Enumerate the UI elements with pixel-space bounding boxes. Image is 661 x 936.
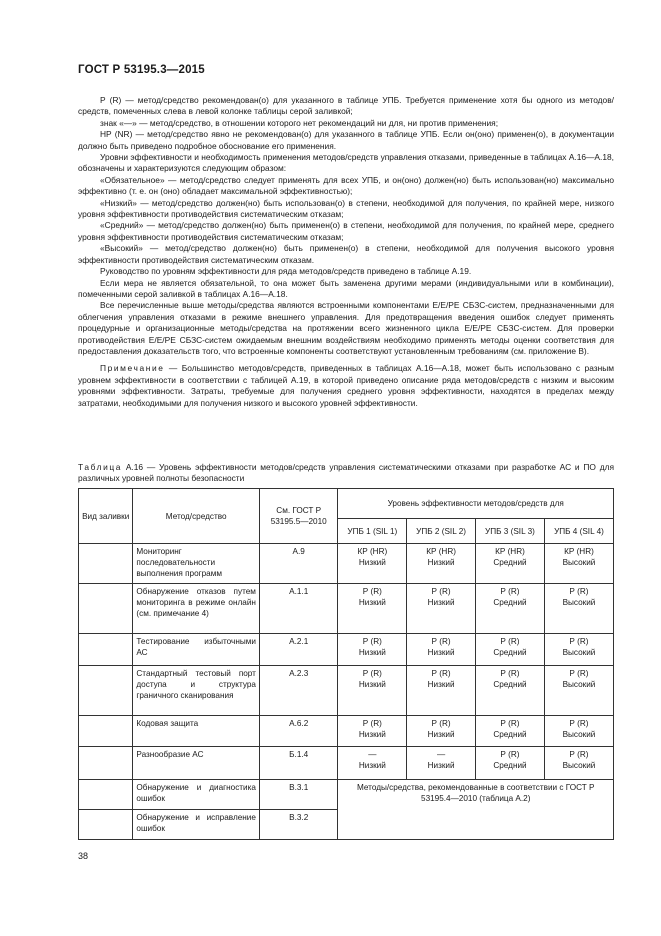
body-text [78,95,614,409]
header-level: УПБ 2 (SIL 2) [407,519,476,544]
paragraph: Уровни эффективности и необходимость применения методов/средств управления отказами, приведенные в таблицах А.16—А.18, обозначены и характеризуются следующим образом: [78,152,614,174]
paragraph: Если мера не является обязательной, то она может быть заменена другими мерами (индивидуальными или в комбинации), помеченными серой заливкой в таблицах А.16—А.18. [78,277,614,299]
level-cell: — Низкий [338,747,407,780]
ref-cell: В.3.1 [259,780,338,810]
paragraph: «Высокий» — метод/средство должен(но) быть применен(о) в степени, необходимой для получения высокого уровня эффективности противодействия систематическим отказам. [78,243,614,265]
method-cell: Стандартный тестовый порт доступа и структура граничного сканирования [133,666,260,716]
method-cell: Мониторинг последовательности выполнения программ [133,544,260,584]
table-row [79,780,614,810]
shade-cell [79,780,133,810]
level-cell: Р (R) Низкий [338,716,407,747]
level-cell: Р (R) Низкий [338,666,407,716]
table-row [79,747,614,780]
level-cell: Р (R) Высокий [544,716,613,747]
method-cell: Тестирование избыточными АС [133,634,260,666]
table-row [79,716,614,747]
paragraph: HP (NR) — метод/средство явно не рекомендован(о) для указанного в таблице УПБ. Если он(оно) применен(о), в документации должно быть приведено подробное обоснование его применения. [78,129,614,151]
shade-cell [79,747,133,780]
table-row [79,634,614,666]
level-cell: Р (R) Средний [475,747,544,780]
level-cell: Р (R) Средний [475,666,544,716]
level-cell: Р (R) Высокий [544,666,613,716]
shade-cell [79,666,133,716]
note-text: — Большинство методов/средств, приведенных в таблицах А.16—А.18, может быть использовано с разным уровнем эффективности в соответствии с таблицей А.19, в которой приведено описание ряда методов/средств с низким и высоким уровнями эффективности. Затраты, требуемые для получения среднего уровня эффективности, находятся в пределах между затратами, необходимыми для получения низкого и высокого уровней эффективности. [78,363,615,408]
table-row [79,544,614,584]
paragraph: Все перечисленные выше методы/средства являются встроенными компонентами E/E/PE СБЗС-систем, предназначенными для облегчения управления отказами в режиме внешнего управления. Для предотвращения введения ошибок следует применять процедурные и организационные методы/средства на протяжении всего жизненного цикла E/E/PE СБЗС-систем. Для проверки противодействия E/E/PE СБЗС-систем ожидаемым внешним воздействиям необходимо применять методы оценки соответствия для предоставления доказательств того, что встроенные компоненты соответствуют установленным требованиям (см. приложение В). [78,300,614,356]
ref-cell: А.6.2 [259,716,338,747]
shade-cell [79,716,133,747]
header-level: УПБ 4 (SIL 4) [544,519,613,544]
paragraph: Руководство по уровням эффективности для ряда методов/средств приведено в таблице А.19. [100,266,472,277]
level-cell: Р (R) Высокий [544,584,613,634]
page-number: 38 [78,851,89,861]
shade-cell [79,810,133,840]
method-cell: Обнаружение и диагностика ошибок [133,780,260,810]
method-cell: Обнаружение и исправление ошибок [133,810,260,840]
level-cell: КР (HR) Высокий [544,544,613,584]
method-cell: Кодовая защита [133,716,260,747]
paragraph: Р (R) — метод/средство рекомендован(о) для указанного в таблице УПБ. Требуется применение хотя бы одного из методов/средств, помеченных слева в левой колонке таблицы серой заливкой; [78,95,614,117]
header-level: УПБ 3 (SIL 3) [475,519,544,544]
level-cell: КР (HR) Низкий [338,544,407,584]
ref-cell: А.9 [259,544,338,584]
method-cell: Обнаружение отказов путем мониторинга в режиме онлайн (см. примечание 4) [133,584,260,634]
note [78,363,614,409]
ref-cell: А.2.1 [259,634,338,666]
level-cell: КР (HR) Средний [475,544,544,584]
table-row [79,666,614,716]
table-caption-label: Таблица [78,462,123,472]
header-shade: Вид заливки [79,489,133,544]
note-label: Примечание [100,363,165,374]
level-cell: Р (R) Средний [475,584,544,634]
level-cell: Р (R) Низкий [338,634,407,666]
level-cell: Р (R) Высокий [544,747,613,780]
header-ref: См. ГОСТ Р 53195.5—2010 [259,489,338,544]
paragraph: «Низкий» — метод/средство должен(но) быть использован(о) в степени, необходимой для получения, по крайней мере, низкого уровня эффективности противодействия систематическим отказам; [78,197,614,220]
table-caption [78,462,614,485]
ref-cell: В.3.2 [259,810,338,840]
ref-cell: А.1.1 [259,584,338,634]
table-caption-text: А.16 — Уровень эффективности методов/средств управления систематическими отказами при разработке АС и ПО для различных уровней полноты безопасности [78,462,615,484]
level-cell: КР (HR) Низкий [407,544,476,584]
level-cell: Р (R) Низкий [407,666,476,716]
shade-cell [79,584,133,634]
level-cell: Р (R) Низкий [407,716,476,747]
level-cell: Р (R) Высокий [544,634,613,666]
effectiveness-table [78,488,614,840]
level-cell: Р (R) Средний [475,716,544,747]
paragraph: знак «—» — метод/средство, в отношении которого нет рекомендаций ни для, ни против применения; [100,117,499,128]
header-method: Метод/средство [133,489,260,544]
shade-cell [79,634,133,666]
level-cell: — Низкий [407,747,476,780]
shade-cell [79,544,133,584]
table-row [79,584,614,634]
level-cell: Р (R) Низкий [407,634,476,666]
paragraph: «Средний» — метод/средство должен(но) быть применен(о) в степени, необходимой для получения, по крайней мере, среднего уровня эффективности противодействия систематическим отказам; [78,220,614,242]
level-cell: Р (R) Низкий [338,584,407,634]
header-level: УПБ 1 (SIL 1) [338,519,407,544]
header-level-group: Уровень эффективности методов/средств для [338,489,614,519]
document-code: ГОСТ Р 53195.3—2015 [78,64,205,76]
level-cell: Р (R) Средний [475,634,544,666]
method-cell: Разнообразие АС [133,747,260,780]
ref-cell: А.2.3 [259,666,338,716]
merged-reference-cell: Методы/средства, рекомендованные в соответствии с ГОСТ Р 53195.4—2010 (таблица А.2) [338,780,614,840]
level-cell: Р (R) Низкий [407,584,476,634]
paragraph: «Обязательное» — метод/средство следует применять для всех УПБ, и он(оно) должен(но) быть использован(но) максимально эффективно (т. е. он (оно) обладает максимальной эффективностью); [78,174,614,197]
ref-cell: Б.1.4 [259,747,338,780]
